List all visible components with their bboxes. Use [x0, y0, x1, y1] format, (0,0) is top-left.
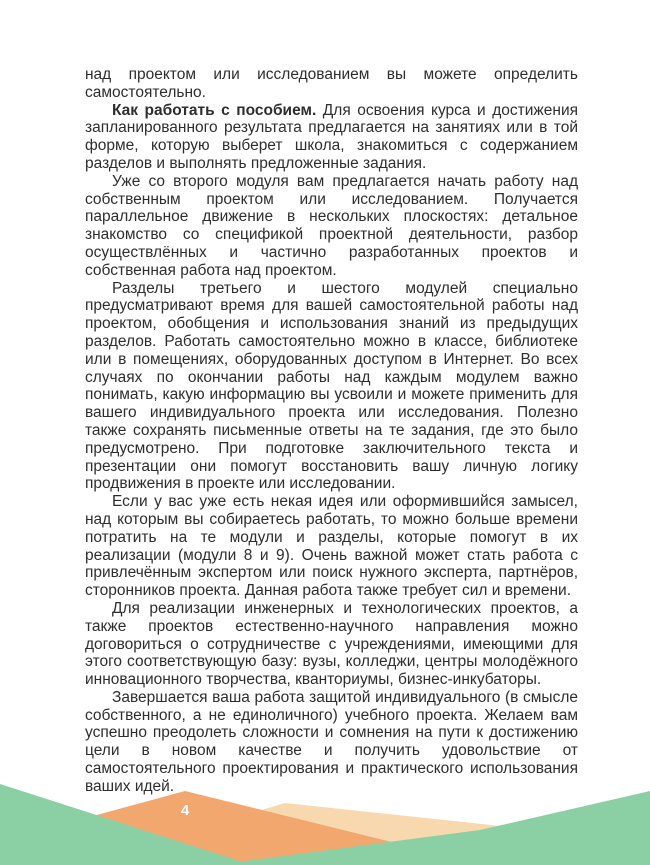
paragraph-idea [85, 493, 578, 600]
paragraph-modules-3-6 [85, 280, 578, 494]
page-number: 4 [180, 802, 190, 819]
paragraph-how-to-work [85, 102, 578, 173]
paragraph-text: Для освоения курса и достижения запланированного результата предлагается на занятиях или в той форме, которую выберет школа, знакомиться с содержанием разделов и выполнять предложенные задания. [85, 101, 578, 172]
paragraph-text: Если у вас уже есть некая идея или оформившийся замысел, над которым вы собираетесь работать, то можно больше времени потратить на те модули и разделы, которые помогут в их реализации (модули 8 и 9). Очень важной может стать работа с привлечённым экспертом или поиск нужного эксперта, партнёров, сторонников проекта. Данная работа также требует сил и времени. [85, 493, 578, 600]
paragraph-continuation [85, 66, 578, 102]
paragraph-text: над проектом или исследованием вы можете определить самостоятельно. [85, 66, 578, 101]
footer-mountains-illustration [0, 770, 650, 865]
paragraph-text: Завершается ваша работа защитой индивидуального (в смысле собственного, а не единоличного) учебного проекта. Желаем вам успешно преодолеть сложности и сомнения на пути к достижению цели в новом качестве и получить удовольствие от самостоятельного проектирования и практического использования ваших идей. [85, 688, 578, 795]
paragraph-engineering [85, 600, 578, 689]
paragraph-text: Для реализации инженерных и технологических проектов, а также проектов естественно-научного направления можно договориться о сотрудничестве с учреждениями, имеющими для этого соответствующую базу: вузы, колледжи, центры молодёжного инновационного творчества, кванториумы, бизнес-инкубаторы. [85, 599, 578, 689]
paragraph-lead-bold: Как работать с пособием. [112, 101, 317, 119]
page-text [85, 66, 578, 796]
paragraph-text: Разделы третьего и шестого модулей специально предусматривают время для вашей самостоятельной работы над проектом, обобщения и использования знаний из предыдущих разделов. Работать самостоятельно можно в классе, библиотеке или в помещениях, оборудованных доступом в Интернет. Во всех случаях по окончании работы над каждым модулем важно понимать, какую информацию вы усвоили и можете применить для вашего индивидуального проекта или исследования. Полезно также сохранять письменные ответы на те задания, где это было предусмотрено. При подготовке заключительного текста и презентации они помогут восстановить вашу личную логику продвижения в проекте или исследовании. [85, 279, 578, 493]
paragraph-second-module [85, 173, 578, 280]
paragraph-text: Уже со второго модуля вам предлагается начать работу над собственным проектом или исследованием. Получается параллельное движение в нескольких плоскостях: детальное знакомство со спецификой проектной деятельности, разбор осуществлённых и частично разработанных проектов и собственная работа над проектом. [85, 172, 578, 279]
